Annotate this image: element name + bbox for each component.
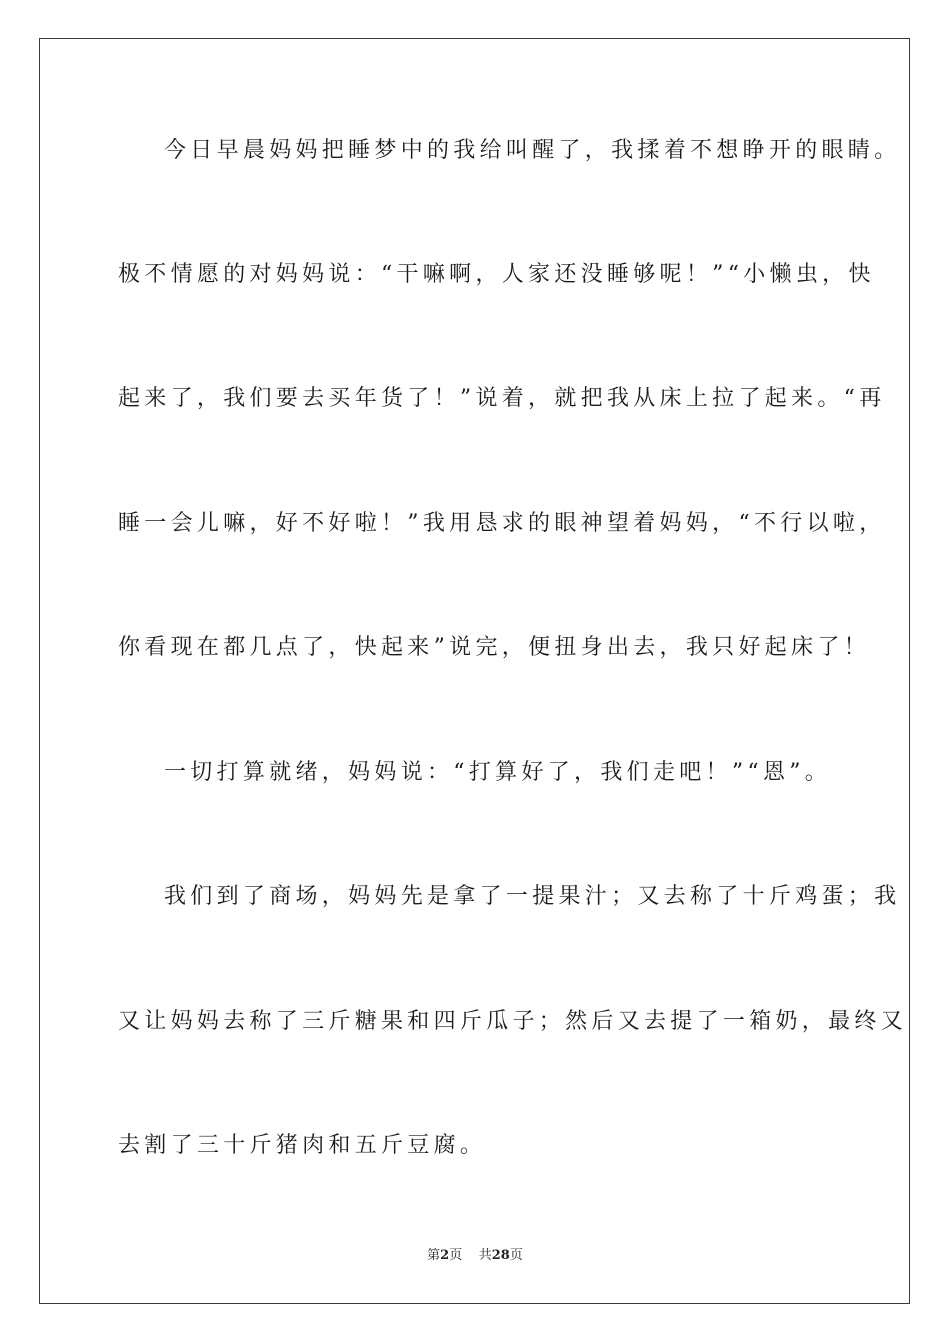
page-footer [0, 1247, 950, 1265]
paragraph-line-4: 睡一会儿嘛，好不好啦！”我用恳求的眼神望着妈妈，“不行以啦， [118, 511, 886, 536]
page-number: 2 [440, 1248, 450, 1263]
paragraph-line-6: 一切打算就绪，妈妈说：“打算好了，我们走吧！”“恩”。 [164, 760, 832, 785]
paragraph-line-5: 你看现在都几点了，快起来”说完，便扭身出去，我只好起床了！ [118, 635, 870, 660]
paragraph-line-9: 去割了三十斤猪肉和五斤豆腐。 [118, 1133, 487, 1158]
paragraph-line-7: 我们到了商场，妈妈先是拿了一提果汁；又去称了十斤鸡蛋；我 [164, 884, 901, 909]
paragraph-line-3: 起来了，我们要去买年货了！”说着，就把我从床上拉了起来。“再 [118, 386, 886, 411]
paragraph-line-1: 今日早晨妈妈把睡梦中的我给叫醒了，我揉着不想睁开的眼睛。 [164, 138, 901, 163]
page-prefix: 第 [427, 1248, 441, 1263]
total-suffix: 页 [509, 1248, 523, 1263]
page-border [39, 38, 910, 1304]
total-prefix: 共 [478, 1248, 492, 1263]
total-pages: 28 [491, 1248, 510, 1263]
page-suffix: 页 [449, 1248, 463, 1263]
paragraph-line-8: 又让妈妈去称了三斤糖果和四斤瓜子；然后又去提了一箱奶，最终又 [118, 1009, 908, 1034]
paragraph-line-2: 极不情愿的对妈妈说：“干嘛啊，人家还没睡够呢！”“小懒虫，快 [118, 262, 875, 287]
